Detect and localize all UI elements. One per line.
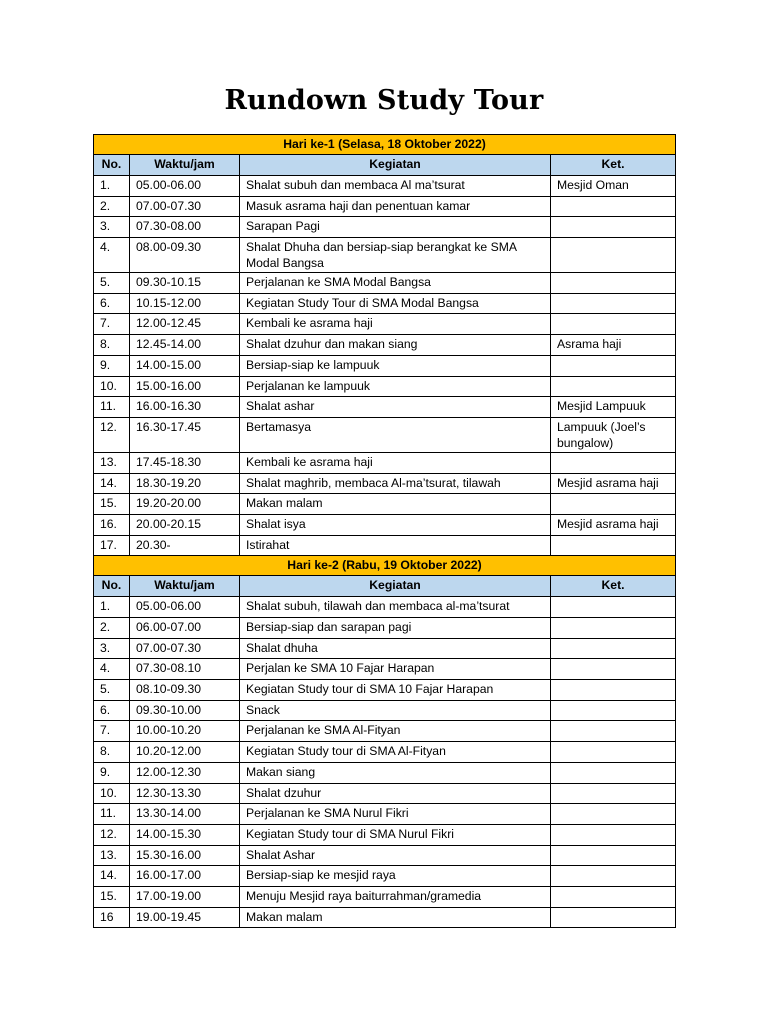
day-header-2 — [94, 556, 676, 576]
row-time: 13.30-14.00 — [130, 804, 240, 825]
table-row — [94, 804, 676, 825]
row-time: 18.30-19.20 — [130, 473, 240, 494]
row-activity: Bertamasya — [240, 417, 551, 452]
column-header-activity: Kegiatan — [240, 155, 551, 176]
row-note: Mesjid Oman — [551, 176, 676, 197]
row-note: Mesjid Lampuuk — [551, 397, 676, 418]
row-activity: Istirahat — [240, 535, 551, 556]
column-header-activity: Kegiatan — [240, 576, 551, 597]
row-note: Lampuuk (Joel’s bungalow) — [551, 417, 676, 452]
row-activity: Shalat dhuha — [240, 638, 551, 659]
row-number: 5. — [94, 273, 130, 294]
table-row — [94, 452, 676, 473]
table-row — [94, 314, 676, 335]
row-note — [551, 293, 676, 314]
row-activity: Bersiap-siap ke lampuuk — [240, 355, 551, 376]
row-activity: Perjalanan ke lampuuk — [240, 376, 551, 397]
row-note — [551, 355, 676, 376]
row-activity: Makan malam — [240, 907, 551, 928]
row-activity: Shalat isya — [240, 514, 551, 535]
column-header-time: Waktu/jam — [130, 155, 240, 176]
row-note — [551, 314, 676, 335]
row-note — [551, 535, 676, 556]
table-row — [94, 217, 676, 238]
row-time: 07.30-08.00 — [130, 217, 240, 238]
row-time: 17.45-18.30 — [130, 452, 240, 473]
row-number: 16. — [94, 514, 130, 535]
row-number: 16 — [94, 907, 130, 928]
row-number: 9. — [94, 762, 130, 783]
row-note — [551, 597, 676, 618]
table-row — [94, 845, 676, 866]
row-number: 4. — [94, 659, 130, 680]
row-time: 12.00-12.30 — [130, 762, 240, 783]
table-row — [94, 514, 676, 535]
row-time: 12.00-12.45 — [130, 314, 240, 335]
row-number: 15. — [94, 494, 130, 515]
row-number: 17. — [94, 535, 130, 556]
row-number: 9. — [94, 355, 130, 376]
row-number: 3. — [94, 217, 130, 238]
table-row — [94, 618, 676, 639]
row-activity: Snack — [240, 700, 551, 721]
row-time: 10.00-10.20 — [130, 721, 240, 742]
table-row — [94, 417, 676, 452]
row-number: 13. — [94, 845, 130, 866]
table-row — [94, 473, 676, 494]
row-note — [551, 866, 676, 887]
column-header-row — [94, 576, 676, 597]
row-note — [551, 886, 676, 907]
row-time: 12.30-13.30 — [130, 783, 240, 804]
rundown-table — [93, 134, 676, 928]
row-number: 1. — [94, 176, 130, 197]
row-note: Mesjid asrama haji — [551, 514, 676, 535]
table-row — [94, 494, 676, 515]
row-time: 15.30-16.00 — [130, 845, 240, 866]
row-number: 8. — [94, 335, 130, 356]
row-time: 15.00-16.00 — [130, 376, 240, 397]
row-time: 14.00-15.00 — [130, 355, 240, 376]
row-note — [551, 907, 676, 928]
table-row — [94, 742, 676, 763]
table-row — [94, 638, 676, 659]
day-header-1 — [94, 135, 676, 155]
row-time: 05.00-06.00 — [130, 597, 240, 618]
row-activity: Shalat dzuhur dan makan siang — [240, 335, 551, 356]
row-note — [551, 783, 676, 804]
row-note — [551, 238, 676, 273]
row-time: 20.00-20.15 — [130, 514, 240, 535]
row-note — [551, 680, 676, 701]
row-activity: Kembali ke asrama haji — [240, 452, 551, 473]
table-row — [94, 721, 676, 742]
row-activity: Kegiatan Study tour di SMA Nurul Fikri — [240, 824, 551, 845]
row-time: 06.00-07.00 — [130, 618, 240, 639]
row-time: 07.30-08.10 — [130, 659, 240, 680]
row-note — [551, 742, 676, 763]
table-row — [94, 659, 676, 680]
row-activity: Bersiap-siap dan sarapan pagi — [240, 618, 551, 639]
table-row — [94, 196, 676, 217]
table-row — [94, 762, 676, 783]
row-note — [551, 376, 676, 397]
row-number: 12. — [94, 417, 130, 452]
row-number: 7. — [94, 314, 130, 335]
row-note: Asrama haji — [551, 335, 676, 356]
row-time: 16.00-17.00 — [130, 866, 240, 887]
row-activity: Makan siang — [240, 762, 551, 783]
row-time: 07.00-07.30 — [130, 196, 240, 217]
row-activity: Shalat subuh, tilawah dan membaca al-ma’tsurat — [240, 597, 551, 618]
row-number: 6. — [94, 293, 130, 314]
row-note — [551, 659, 676, 680]
row-activity: Bersiap-siap ke mesjid raya — [240, 866, 551, 887]
row-activity: Perjalan ke SMA 10 Fajar Harapan — [240, 659, 551, 680]
row-activity: Shalat dzuhur — [240, 783, 551, 804]
table-row — [94, 176, 676, 197]
table-row — [94, 783, 676, 804]
table-row — [94, 866, 676, 887]
day-label: Hari ke-2 (Rabu, 19 Oktober 2022) — [94, 556, 676, 576]
row-activity: Menuju Mesjid raya baiturrahman/gramedia — [240, 886, 551, 907]
row-time: 09.30-10.15 — [130, 273, 240, 294]
row-number: 10. — [94, 376, 130, 397]
row-time: 14.00-15.30 — [130, 824, 240, 845]
row-activity: Shalat ashar — [240, 397, 551, 418]
row-activity: Shalat maghrib, membaca Al-ma’tsurat, tilawah — [240, 473, 551, 494]
row-note: Mesjid asrama haji — [551, 473, 676, 494]
table-row — [94, 907, 676, 928]
row-number: 14. — [94, 866, 130, 887]
table-row — [94, 680, 676, 701]
row-activity: Kegiatan Study tour di SMA 10 Fajar Harapan — [240, 680, 551, 701]
table-row — [94, 273, 676, 294]
row-time: 10.15-12.00 — [130, 293, 240, 314]
row-number: 8. — [94, 742, 130, 763]
row-note — [551, 452, 676, 473]
table-row — [94, 397, 676, 418]
table-row — [94, 886, 676, 907]
row-time: 17.00-19.00 — [130, 886, 240, 907]
row-activity: Kegiatan Study tour di SMA Al-Fityan — [240, 742, 551, 763]
row-activity: Shalat subuh dan membaca Al ma’tsurat — [240, 176, 551, 197]
table-row — [94, 335, 676, 356]
row-time: 16.00-16.30 — [130, 397, 240, 418]
row-activity: Perjalanan ke SMA Al-Fityan — [240, 721, 551, 742]
column-header-no: No. — [94, 155, 130, 176]
row-time: 10.20-12.00 — [130, 742, 240, 763]
column-header-row — [94, 155, 676, 176]
row-number: 12. — [94, 824, 130, 845]
row-activity: Perjalanan ke SMA Modal Bangsa — [240, 273, 551, 294]
column-header-time: Waktu/jam — [130, 576, 240, 597]
table-row — [94, 376, 676, 397]
row-note — [551, 845, 676, 866]
table-row — [94, 238, 676, 273]
row-time: 19.20-20.00 — [130, 494, 240, 515]
row-number: 1. — [94, 597, 130, 618]
row-activity: Makan malam — [240, 494, 551, 515]
row-activity: Masuk asrama haji dan penentuan kamar — [240, 196, 551, 217]
row-note — [551, 762, 676, 783]
row-note — [551, 618, 676, 639]
day-label: Hari ke-1 (Selasa, 18 Oktober 2022) — [94, 135, 676, 155]
row-note — [551, 217, 676, 238]
row-number: 10. — [94, 783, 130, 804]
page-title: Rundown Study Tour — [224, 85, 544, 116]
row-number: 14. — [94, 473, 130, 494]
row-note — [551, 273, 676, 294]
table-row — [94, 700, 676, 721]
row-note — [551, 824, 676, 845]
column-header-note: Ket. — [551, 576, 676, 597]
row-note — [551, 721, 676, 742]
row-number: 11. — [94, 804, 130, 825]
column-header-no: No. — [94, 576, 130, 597]
row-number: 2. — [94, 196, 130, 217]
row-time: 05.00-06.00 — [130, 176, 240, 197]
row-number: 5. — [94, 680, 130, 701]
table-row — [94, 597, 676, 618]
row-time: 20.30- — [130, 535, 240, 556]
row-note — [551, 700, 676, 721]
row-number: 6. — [94, 700, 130, 721]
row-number: 11. — [94, 397, 130, 418]
row-number: 15. — [94, 886, 130, 907]
table-row — [94, 535, 676, 556]
row-activity: Perjalanan ke SMA Nurul Fikri — [240, 804, 551, 825]
row-note — [551, 804, 676, 825]
rundown-table-body — [94, 135, 676, 928]
row-activity: Sarapan Pagi — [240, 217, 551, 238]
row-time: 12.45-14.00 — [130, 335, 240, 356]
column-header-note: Ket. — [551, 155, 676, 176]
row-note — [551, 494, 676, 515]
row-activity: Kembali ke asrama haji — [240, 314, 551, 335]
row-number: 2. — [94, 618, 130, 639]
row-time: 07.00-07.30 — [130, 638, 240, 659]
row-activity: Kegiatan Study Tour di SMA Modal Bangsa — [240, 293, 551, 314]
table-row — [94, 293, 676, 314]
row-time: 08.00-09.30 — [130, 238, 240, 273]
row-time: 16.30-17.45 — [130, 417, 240, 452]
row-note — [551, 638, 676, 659]
row-number: 3. — [94, 638, 130, 659]
row-activity: Shalat Ashar — [240, 845, 551, 866]
table-row — [94, 824, 676, 845]
row-time: 19.00-19.45 — [130, 907, 240, 928]
row-number: 4. — [94, 238, 130, 273]
row-activity: Shalat Dhuha dan bersiap-siap berangkat ke SMA Modal Bangsa — [240, 238, 551, 273]
row-number: 7. — [94, 721, 130, 742]
row-number: 13. — [94, 452, 130, 473]
row-note — [551, 196, 676, 217]
row-time: 09.30-10.00 — [130, 700, 240, 721]
table-row — [94, 355, 676, 376]
row-time: 08.10-09.30 — [130, 680, 240, 701]
